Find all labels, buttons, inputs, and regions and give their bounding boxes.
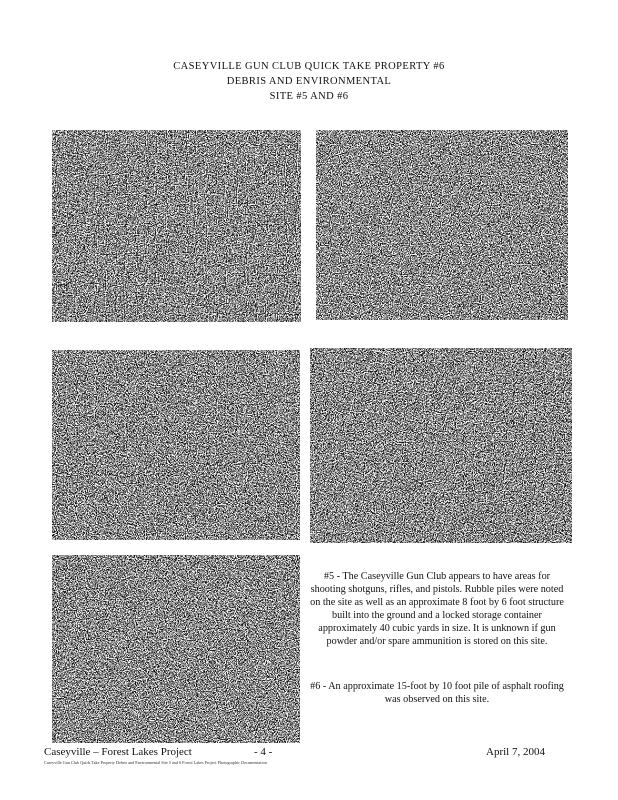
site-5-description: #5 - The Caseyville Gun Club appears to have areas for shooting shotguns, rifles, and pistols. Rubble piles were noted on the site as well as an approximate 8 foot by 6 foot structure built into the ground and a locked storage container approximately 40 cubic yards in size. It is unknown if gun powder and/or spare ammunition is stored on this site. — [310, 571, 564, 647]
footer-date: April 7, 2004 — [486, 746, 545, 758]
site-photo-2 — [316, 130, 568, 320]
site-photo-5 — [52, 555, 300, 743]
footer-project: Caseyville – Forest Lakes Project — [44, 746, 192, 758]
page-subtitle: DEBRIS AND ENVIRONMENTAL — [226, 76, 392, 87]
site-photo-4 — [310, 348, 572, 543]
page-title: CASEYVILLE GUN CLUB QUICK TAKE PROPERTY #6 — [173, 61, 445, 72]
site-photo-1 — [52, 130, 301, 322]
page-number: - 4 - — [254, 746, 273, 758]
site-photo-3 — [52, 350, 300, 540]
footer-fine-print: Caseyville Gun Club Quick Take Property Debris and Environmental Site 5 and 6 Forest Lakes Project Photographic Documentation — [44, 760, 267, 765]
site-6-description: #6 - An approximate 15-foot by 10 foot pile of asphalt roofing was observed on this site. — [310, 681, 564, 705]
site-label: SITE #5 AND #6 — [269, 91, 349, 102]
